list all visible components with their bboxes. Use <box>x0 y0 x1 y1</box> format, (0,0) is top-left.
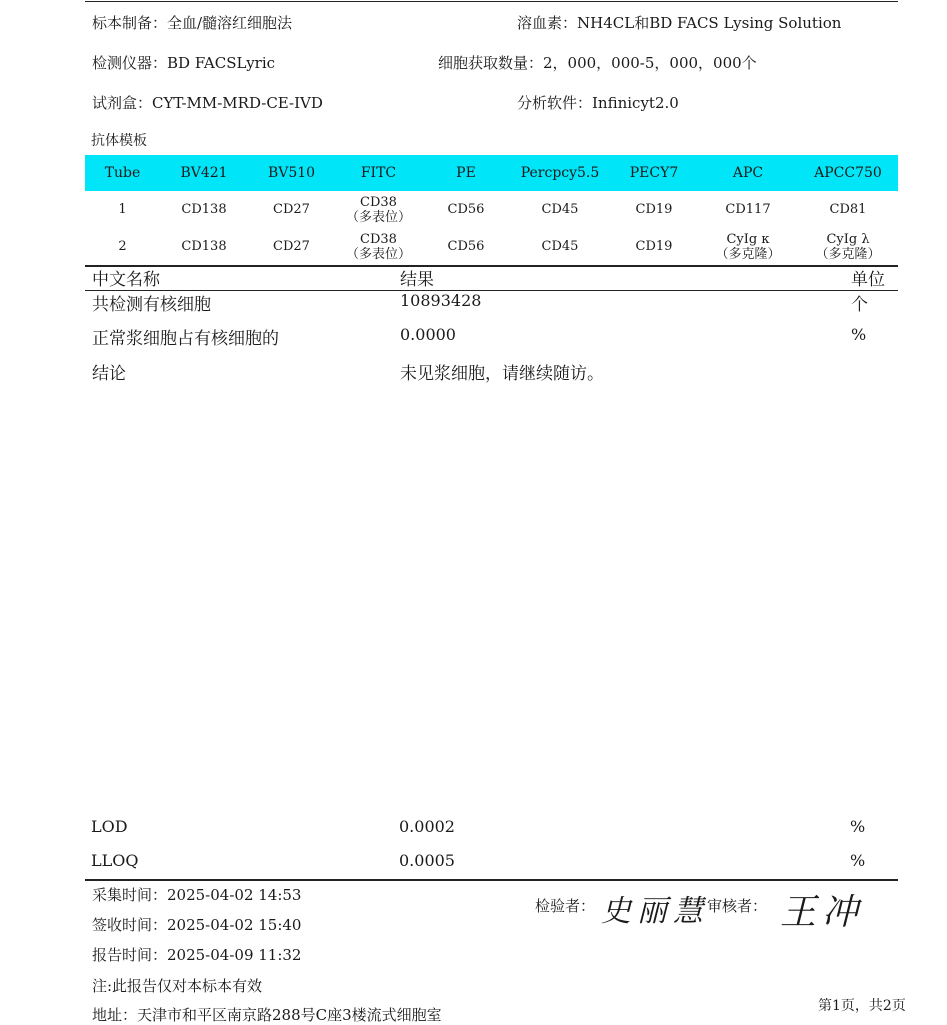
table-row <box>85 191 898 228</box>
cell-line: （多表位） <box>345 246 411 262</box>
lod-unit: % <box>850 817 866 836</box>
lod-label: LOD <box>91 817 128 836</box>
cell-line: （多克隆） <box>715 246 781 262</box>
column-header: FITC <box>360 164 397 181</box>
antibody-table-header <box>85 155 898 191</box>
collect-time: 采集时间：2025-04-02 14:53 <box>92 886 302 904</box>
cell-line: CD38 <box>360 231 397 247</box>
antibody-table <box>85 155 898 265</box>
column-header: APCC750 <box>814 164 882 181</box>
results-header-result: 结果 <box>400 270 434 290</box>
software: 分析软件：Infinicyt2.0 <box>517 94 679 112</box>
result-value: 10893428 <box>400 291 482 310</box>
results-header-unit: 单位 <box>851 270 885 290</box>
reviewer-label: 审核者： <box>707 897 768 915</box>
column-header: APC <box>732 164 764 181</box>
conclusion-label: 结论 <box>92 364 126 384</box>
report-time: 报告时间：2025-04-09 11:32 <box>92 946 302 964</box>
table-cell: CD56 <box>447 239 485 254</box>
table-cell: CD138 <box>181 239 227 254</box>
result-name: 正常浆细胞占有核细胞的 <box>92 329 279 349</box>
cell-line: （多表位） <box>345 209 411 225</box>
table-cell <box>698 232 798 262</box>
instrument: 检测仪器：BD FACSLyric <box>92 54 276 72</box>
column-header: Percpcy5.5 <box>520 164 600 181</box>
cell-count: 细胞获取数量：2，000，000-5，000，000个 <box>438 54 757 72</box>
lloq-label: LLOQ <box>91 851 139 870</box>
inspector-signature: 史丽慧 <box>601 894 709 929</box>
inspector-label: 检验者： <box>535 897 596 915</box>
lysing-agent: 溶血素：NH4CL和BD FACS Lysing Solution <box>517 14 842 32</box>
cell-line: CD38 <box>360 194 397 210</box>
lod-value: 0.0002 <box>399 817 455 836</box>
conclusion-value: 未见浆细胞，请继续随访。 <box>400 364 604 384</box>
top-border <box>85 1 898 2</box>
table-cell: CD27 <box>273 239 310 254</box>
lab-address: 地址：天津市和平区南京路288号C座3楼流式细胞室 <box>92 1006 442 1024</box>
antibody-template-title: 抗体模板 <box>91 133 147 149</box>
column-header: BV510 <box>267 164 316 181</box>
result-value: 0.0000 <box>400 325 456 344</box>
table-cell: CD45 <box>541 239 579 254</box>
specimen-prep: 标本制备：全血/髓溶红细胞法 <box>92 14 293 32</box>
table-cell: CD117 <box>725 202 771 217</box>
footer-divider <box>85 879 898 881</box>
table-cell: 2 <box>118 239 127 254</box>
reviewer-signature: 王冲 <box>780 892 865 933</box>
column-header: PE <box>456 164 476 181</box>
lloq-unit: % <box>850 851 866 870</box>
column-header: BV421 <box>180 164 228 181</box>
table-cell: CD27 <box>273 202 310 217</box>
result-unit: % <box>851 325 867 344</box>
cell-line: CyIg κ <box>726 231 770 247</box>
table-cell: CD19 <box>635 202 673 217</box>
table-cell: CD19 <box>635 239 673 254</box>
kit: 试剂盒：CYT-MM-MRD-CE-IVD <box>92 94 323 112</box>
table-cell <box>335 232 422 262</box>
lloq-value: 0.0005 <box>399 851 455 870</box>
table-cell <box>798 232 898 262</box>
table-row <box>85 228 898 265</box>
table-cell: CD45 <box>541 202 579 217</box>
table-cell: 1 <box>118 202 127 217</box>
table-cell: CD56 <box>447 202 485 217</box>
result-unit: 个 <box>851 295 868 315</box>
table-cell <box>335 195 422 225</box>
table-cell: CD138 <box>181 202 227 217</box>
page-number: 第1页，共2页 <box>818 998 906 1014</box>
cell-line: （多克隆） <box>815 246 881 262</box>
results-header-name: 中文名称 <box>92 270 160 290</box>
cell-line: CyIg λ <box>826 231 870 247</box>
report-note: 注:此报告仅对本标本有效 <box>92 977 263 995</box>
table-cell: CD81 <box>829 202 867 217</box>
column-header: PECY7 <box>629 164 679 181</box>
result-name: 共检测有核细胞 <box>92 295 211 315</box>
column-header: Tube <box>104 164 141 181</box>
receive-time: 签收时间：2025-04-02 15:40 <box>92 916 302 934</box>
results-top-border <box>85 265 898 267</box>
